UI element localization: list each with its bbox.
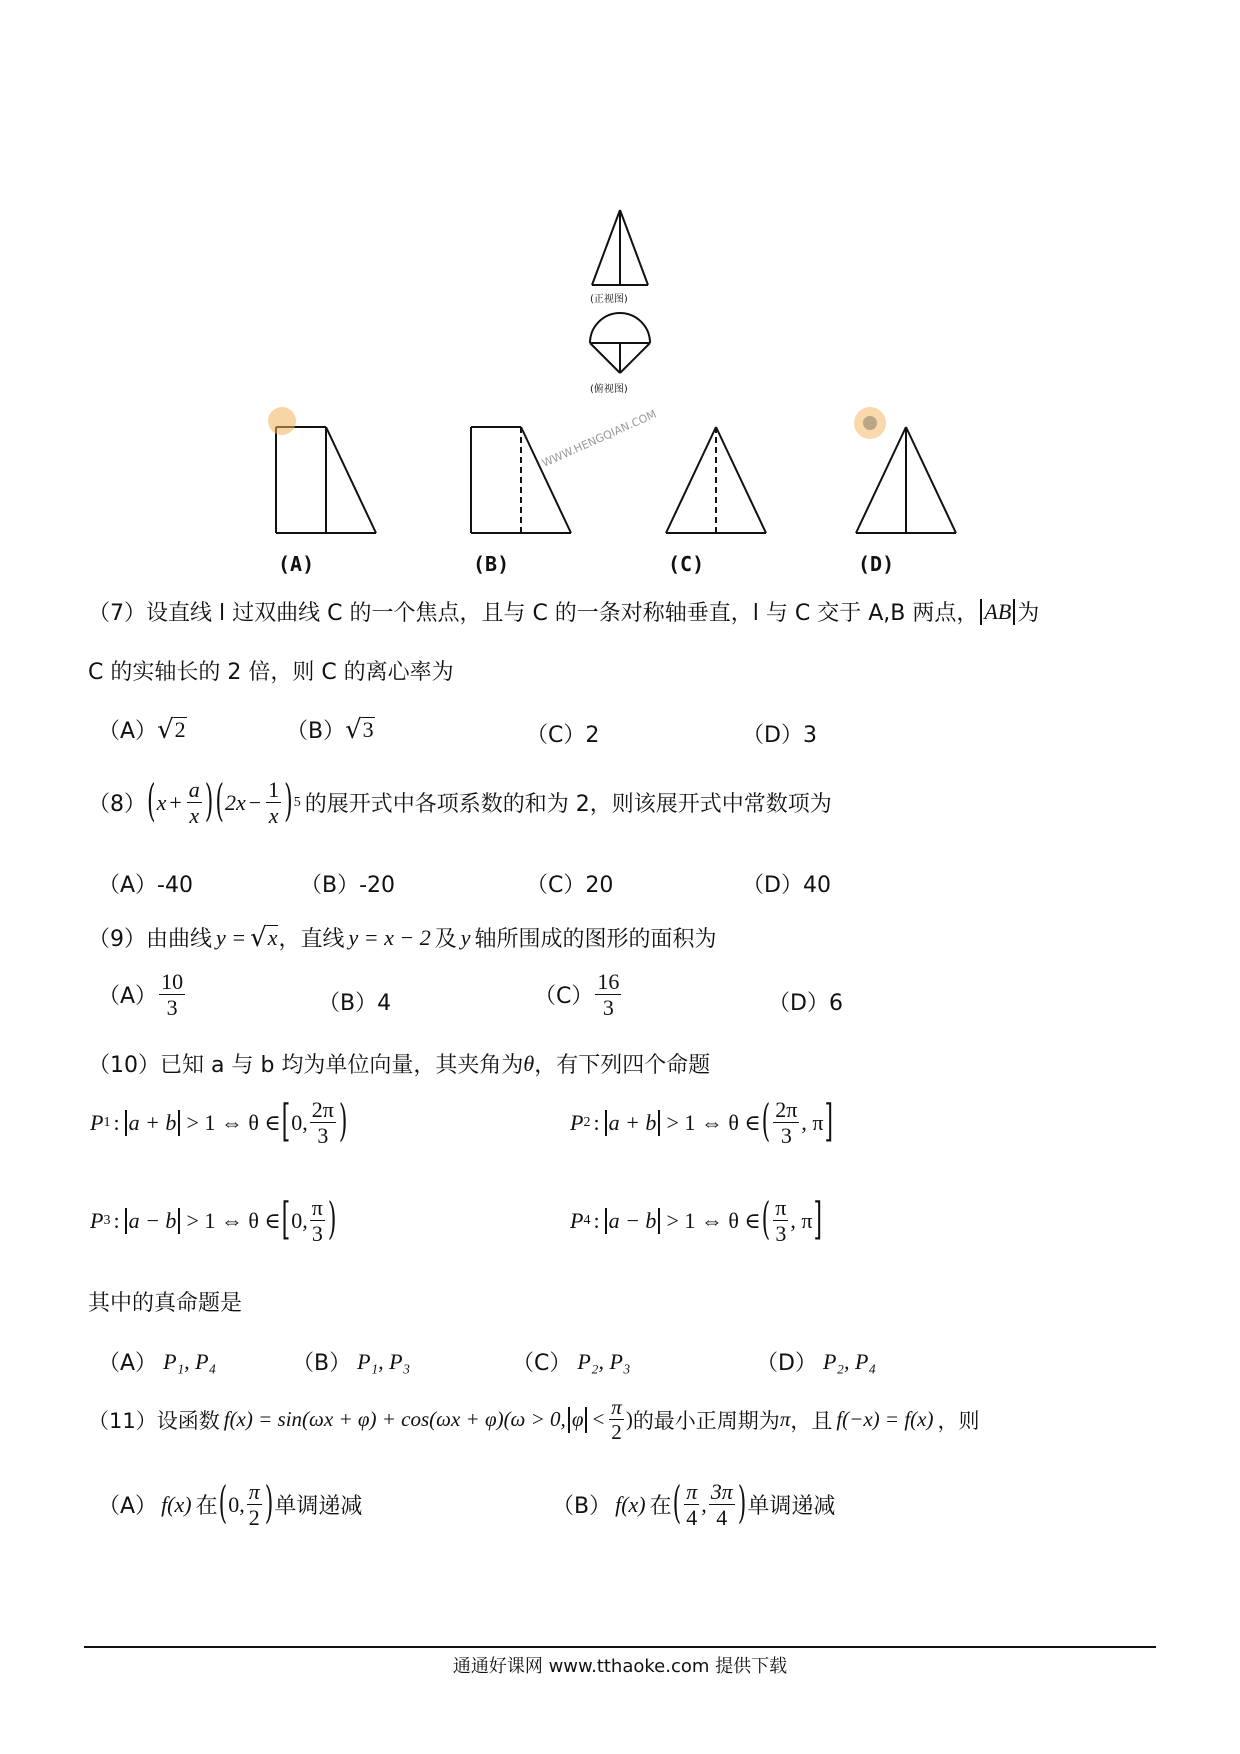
option-d-drawing <box>856 427 956 533</box>
q8-frac-num: a <box>188 777 200 802</box>
paren-close: ) <box>737 1479 747 1530</box>
q9-y-axis: y <box>460 924 471 950</box>
q9-mid: ，直线 <box>278 927 345 952</box>
q10-conclusion: 其中的真命题是 <box>88 1291 243 1316</box>
q9-stem <box>88 922 717 953</box>
paren-open: ( <box>147 777 156 828</box>
q9-option-d: （D）6 <box>768 991 843 1016</box>
q9-option-c-fraction <box>595 970 621 1019</box>
abs-bar-left <box>605 1208 607 1234</box>
q8-x: x <box>156 789 167 815</box>
q8-stem <box>88 778 832 827</box>
frac-den: 3 <box>311 1221 323 1247</box>
bracket-open: [ <box>281 1195 291 1246</box>
q10-option-c-value: P₂, P₃ <box>577 1348 631 1374</box>
sqrt-symbol: √ 2 <box>157 714 186 745</box>
option-a-drawing <box>276 427 376 533</box>
q10-option-a <box>98 1346 216 1377</box>
p-subscript: 2 <box>583 1114 591 1130</box>
front-view-drawing <box>592 210 648 285</box>
q9-rad-x: x <box>267 925 278 951</box>
sqrt-symbol: √ 3 <box>345 714 374 745</box>
q11-option-a <box>98 1480 362 1529</box>
frac-num: π <box>686 1479 698 1504</box>
watermark-text: WWW.HENGQIAN.COM <box>540 407 659 470</box>
q10-option-d-label: （D） <box>756 1351 817 1376</box>
abs-bar-left <box>980 599 982 625</box>
q7-option-a-value: 2 <box>174 717 186 743</box>
q10-stem <box>88 1048 710 1079</box>
q7-option-a-label: （A） <box>98 719 158 744</box>
q7-stem-part1: （7）设直线 l 过双曲线 C 的一个焦点，且与 C 的一条对称轴垂直，l 与 C 交于 A,B 两点， <box>88 601 979 626</box>
q10-a-minus-b: a − b <box>608 1207 657 1233</box>
bracket-close: ] <box>824 1097 834 1148</box>
figure-option-c-label: (C) <box>668 552 705 576</box>
q7-stem-part2: 为 <box>1017 601 1040 626</box>
bracket-close: ] <box>813 1195 823 1246</box>
q10-proposition-p4: P 4 : a − b > 1 ⇔ θ ∈ ( $\frac{\pi}{3}$ , π ] <box>570 1195 823 1247</box>
q11-zai: 在 <box>649 1494 672 1520</box>
q7-stem-line2: C 的实轴长的 2 倍，则 C 的离心率为 <box>88 660 454 685</box>
q9-tail-y: 及 <box>434 927 457 952</box>
q8-stem-text: 的展开式中各项系数的和为 2，则该展开式中常数项为 <box>304 792 832 818</box>
paren-close: ) <box>264 1479 274 1530</box>
q9-frac-den: 3 <box>166 995 178 1021</box>
q10-a-plus-b: a + b <box>608 1109 657 1135</box>
q10-proposition-p1: P 1 : a + b > 1 ⇔ θ ∈ [ 0, $\frac{2\pi}{3}$ ) <box>90 1097 348 1149</box>
q11-close: ) <box>625 1407 633 1432</box>
q10-gt-iff: > 1 ⇔ θ ∈ <box>666 1109 761 1135</box>
abs-bar-right <box>178 1208 180 1234</box>
p-letter: P <box>90 1207 104 1233</box>
figure-option-a-label: (A) <box>278 552 315 576</box>
q10-gt-iff: > 1 ⇔ θ ∈ <box>666 1207 761 1233</box>
figure-option-d-label: (D) <box>858 552 895 576</box>
q9-frac-den: 3 <box>602 995 614 1021</box>
q8-exponent: 5 <box>293 794 301 810</box>
q11-func: f(x) = sin(ωx + φ) + cos(ωx + φ)(ω > 0, <box>223 1407 566 1432</box>
frac-num: 2π <box>775 1097 798 1122</box>
q11-frac-pi-2 <box>247 1480 262 1529</box>
q11-lt: < <box>592 1407 605 1432</box>
q10-option-d <box>756 1346 876 1377</box>
q7-option-b-value: 3 <box>362 717 374 743</box>
q10-a-minus-b: a − b <box>128 1207 177 1233</box>
q7-stem-line1 <box>88 596 1039 627</box>
q7-option-d: （D）3 <box>742 723 817 748</box>
q10-gt-iff: > 1 ⇔ θ ∈ <box>186 1109 281 1135</box>
q10-zero: 0, <box>291 1207 308 1233</box>
abs-bar-left <box>125 1208 127 1234</box>
q11-stem-d: ，则 <box>937 1408 980 1433</box>
q11-stem-a: （11）设函数 <box>88 1408 220 1433</box>
footer-rule <box>84 1646 1156 1648</box>
p-subscript: 1 <box>103 1114 111 1130</box>
frac-den: 3 <box>780 1123 792 1149</box>
q8-frac-num: 1 <box>268 777 280 802</box>
bracket-open: [ <box>281 1097 291 1148</box>
sqrt-symbol: √ x <box>250 922 278 953</box>
q7-ab: AB <box>984 598 1012 624</box>
q11-mono: 单调递减 <box>274 1494 363 1520</box>
q8-label: （8） <box>88 792 146 818</box>
abs-bar-left <box>568 1407 570 1433</box>
paren-open: ( <box>215 777 224 828</box>
option-c-drawing <box>666 427 766 533</box>
p-letter: P <box>570 1109 584 1135</box>
q9-y-eq: y = <box>216 924 247 950</box>
q11-zero: 0, <box>228 1491 245 1517</box>
q10-option-b-label: （B） <box>292 1351 352 1376</box>
q10-frac-pi-3 <box>773 1196 788 1245</box>
frac-den: 2 <box>248 1505 260 1531</box>
paren-open: ( <box>761 1195 771 1246</box>
q11-stem-c: ，且 <box>790 1408 833 1433</box>
paren-close: ) <box>284 777 293 828</box>
q10-gt-iff: > 1 ⇔ θ ∈ <box>186 1207 281 1233</box>
q9-frac-num: 10 <box>161 969 184 994</box>
frac-num: π <box>311 1195 323 1220</box>
watermark-logo-left <box>268 407 296 435</box>
q7-option-c: （C）2 <box>526 723 600 748</box>
q7-option-a <box>98 714 187 745</box>
p-subscript: 3 <box>103 1212 111 1228</box>
q8-plus: + <box>169 789 182 815</box>
abs-bar-left <box>125 1110 127 1136</box>
q10-frac-pi-3 <box>310 1196 325 1245</box>
q9-option-c <box>534 970 623 1019</box>
q8-frac-den: x <box>268 803 279 829</box>
q10-option-a-label: （A） <box>98 1351 158 1376</box>
q10-zero: 0, <box>291 1109 308 1135</box>
q10-frac-2pi-3 <box>773 1098 799 1147</box>
paren-open: ( <box>672 1479 682 1530</box>
q8-fraction-a-over-x <box>187 778 202 827</box>
paren-close: ) <box>327 1195 337 1246</box>
q11-option-b-f: f(x) <box>615 1491 646 1517</box>
frac-den: 3 <box>317 1123 329 1149</box>
q11-stem-b: 的最小正周期为 <box>632 1408 780 1433</box>
abs-bar-right <box>585 1407 587 1433</box>
q8-fraction-1-over-x <box>266 778 281 827</box>
p-letter: P <box>90 1109 104 1135</box>
q11-f-eq: f(−x) = f(x) <box>836 1407 934 1432</box>
q11-zai: 在 <box>195 1494 218 1520</box>
q10-proposition-p2: P 2 : a + b > 1 ⇔ θ ∈ ( $\frac{2\pi}{3}$ , π ] <box>570 1097 834 1149</box>
q10-option-d-value: P₂, P₄ <box>822 1348 877 1374</box>
q10-stem-b: ，有下列四个命题 <box>534 1053 711 1078</box>
q11-frac-3pi-4 <box>709 1480 735 1529</box>
p-subscript: 4 <box>583 1212 591 1228</box>
q9-option-a-fraction <box>159 970 185 1019</box>
footer-text: 通通好课网 www.tthaoke.com 提供下载 <box>452 1656 788 1677</box>
frac-den: 2 <box>611 1420 622 1445</box>
frac-num: π <box>248 1479 260 1504</box>
q10-option-b-value: P₁, P₃ <box>357 1348 411 1374</box>
abs-bar-right <box>658 1208 660 1234</box>
q7-option-b <box>286 714 375 745</box>
q11-phi: φ <box>571 1407 584 1432</box>
figure-option-b-label: (B) <box>473 552 510 576</box>
q11-frac-pi-4 <box>684 1480 699 1529</box>
q10-frac-2pi-3 <box>310 1098 336 1147</box>
q10-theta: θ <box>523 1050 535 1076</box>
frac-num: π <box>611 1395 622 1419</box>
q10-option-c-label: （C） <box>512 1351 572 1376</box>
q8-two-x: 2x <box>224 789 246 815</box>
q8-option-c: （C）20 <box>526 873 614 898</box>
q9-line-eq: y = x − 2 <box>348 924 431 950</box>
q7-option-b-label: （B） <box>286 719 346 744</box>
q9-option-c-label: （C） <box>534 984 594 1010</box>
q10-pi-tail: , π <box>801 1109 824 1135</box>
q8-option-a: （A）-40 <box>98 873 193 898</box>
q10-stem-a: （10）已知 a 与 b 均为单位向量，其夹角为 <box>88 1053 524 1078</box>
q10-option-c <box>512 1346 631 1377</box>
q10-a-plus-b: a + b <box>128 1109 177 1135</box>
q8-option-b: （B）-20 <box>300 873 396 898</box>
watermark-logo-right <box>854 407 886 439</box>
abs-bar-left <box>605 1110 607 1136</box>
q11-pi-word: π <box>779 1407 791 1432</box>
paren-open: ( <box>218 1479 228 1530</box>
option-b-drawing <box>471 427 571 533</box>
paren-close: ) <box>338 1097 348 1148</box>
abs-bar-right <box>1013 599 1015 625</box>
side-view-drawing <box>590 313 650 373</box>
q11-option-a-label: （A） <box>98 1494 158 1520</box>
q11-option-b: （B） f(x) 在 ( $\frac{\pi}{4}$ , $\frac{3\pi}{4}$ ) 单调递减 <box>552 1479 836 1531</box>
q11-stem <box>88 1396 979 1443</box>
q11-option-b-label: （B） <box>552 1494 612 1520</box>
q9-frac-num: 16 <box>597 969 620 994</box>
q10-option-b <box>292 1346 410 1377</box>
q9-option-a-label: （A） <box>98 984 158 1010</box>
q10-pi-tail: , π <box>790 1207 813 1233</box>
q8-frac-den: x <box>189 803 200 829</box>
paren-open: ( <box>761 1097 771 1148</box>
q9-tail: 轴所围成的图形的面积为 <box>474 927 717 952</box>
abs-bar-right <box>178 1110 180 1136</box>
q9-label: （9）由曲线 <box>88 927 212 952</box>
q11-frac-pi-2 <box>609 1396 624 1443</box>
q9-option-a <box>98 970 187 1019</box>
q8-minus: − <box>248 789 262 815</box>
p-letter: P <box>570 1207 584 1233</box>
q8-option-d: （D）40 <box>742 873 831 898</box>
q11-mono: 单调递减 <box>747 1494 836 1520</box>
frac-den: 3 <box>775 1221 787 1247</box>
paren-close: ) <box>204 777 214 828</box>
q11-option-a-f: f(x) <box>161 1491 192 1517</box>
abs-bar-right <box>658 1110 660 1136</box>
frac-num: π <box>775 1195 787 1220</box>
side-view-caption: (俯视图) <box>590 384 628 395</box>
frac-den: 4 <box>716 1505 728 1531</box>
frac-num: 2π <box>311 1097 334 1122</box>
q9-option-b: （B）4 <box>318 991 392 1016</box>
front-view-caption: (正视图) <box>590 294 628 305</box>
q10-option-a-value: P₁, P₄ <box>163 1348 217 1374</box>
q10-proposition-p3: P 3 : a − b > 1 ⇔ θ ∈ [ 0, $\frac{\pi}{3}$ ) <box>90 1195 337 1247</box>
frac-den: 4 <box>686 1505 698 1531</box>
frac-num: 3π <box>710 1479 733 1504</box>
